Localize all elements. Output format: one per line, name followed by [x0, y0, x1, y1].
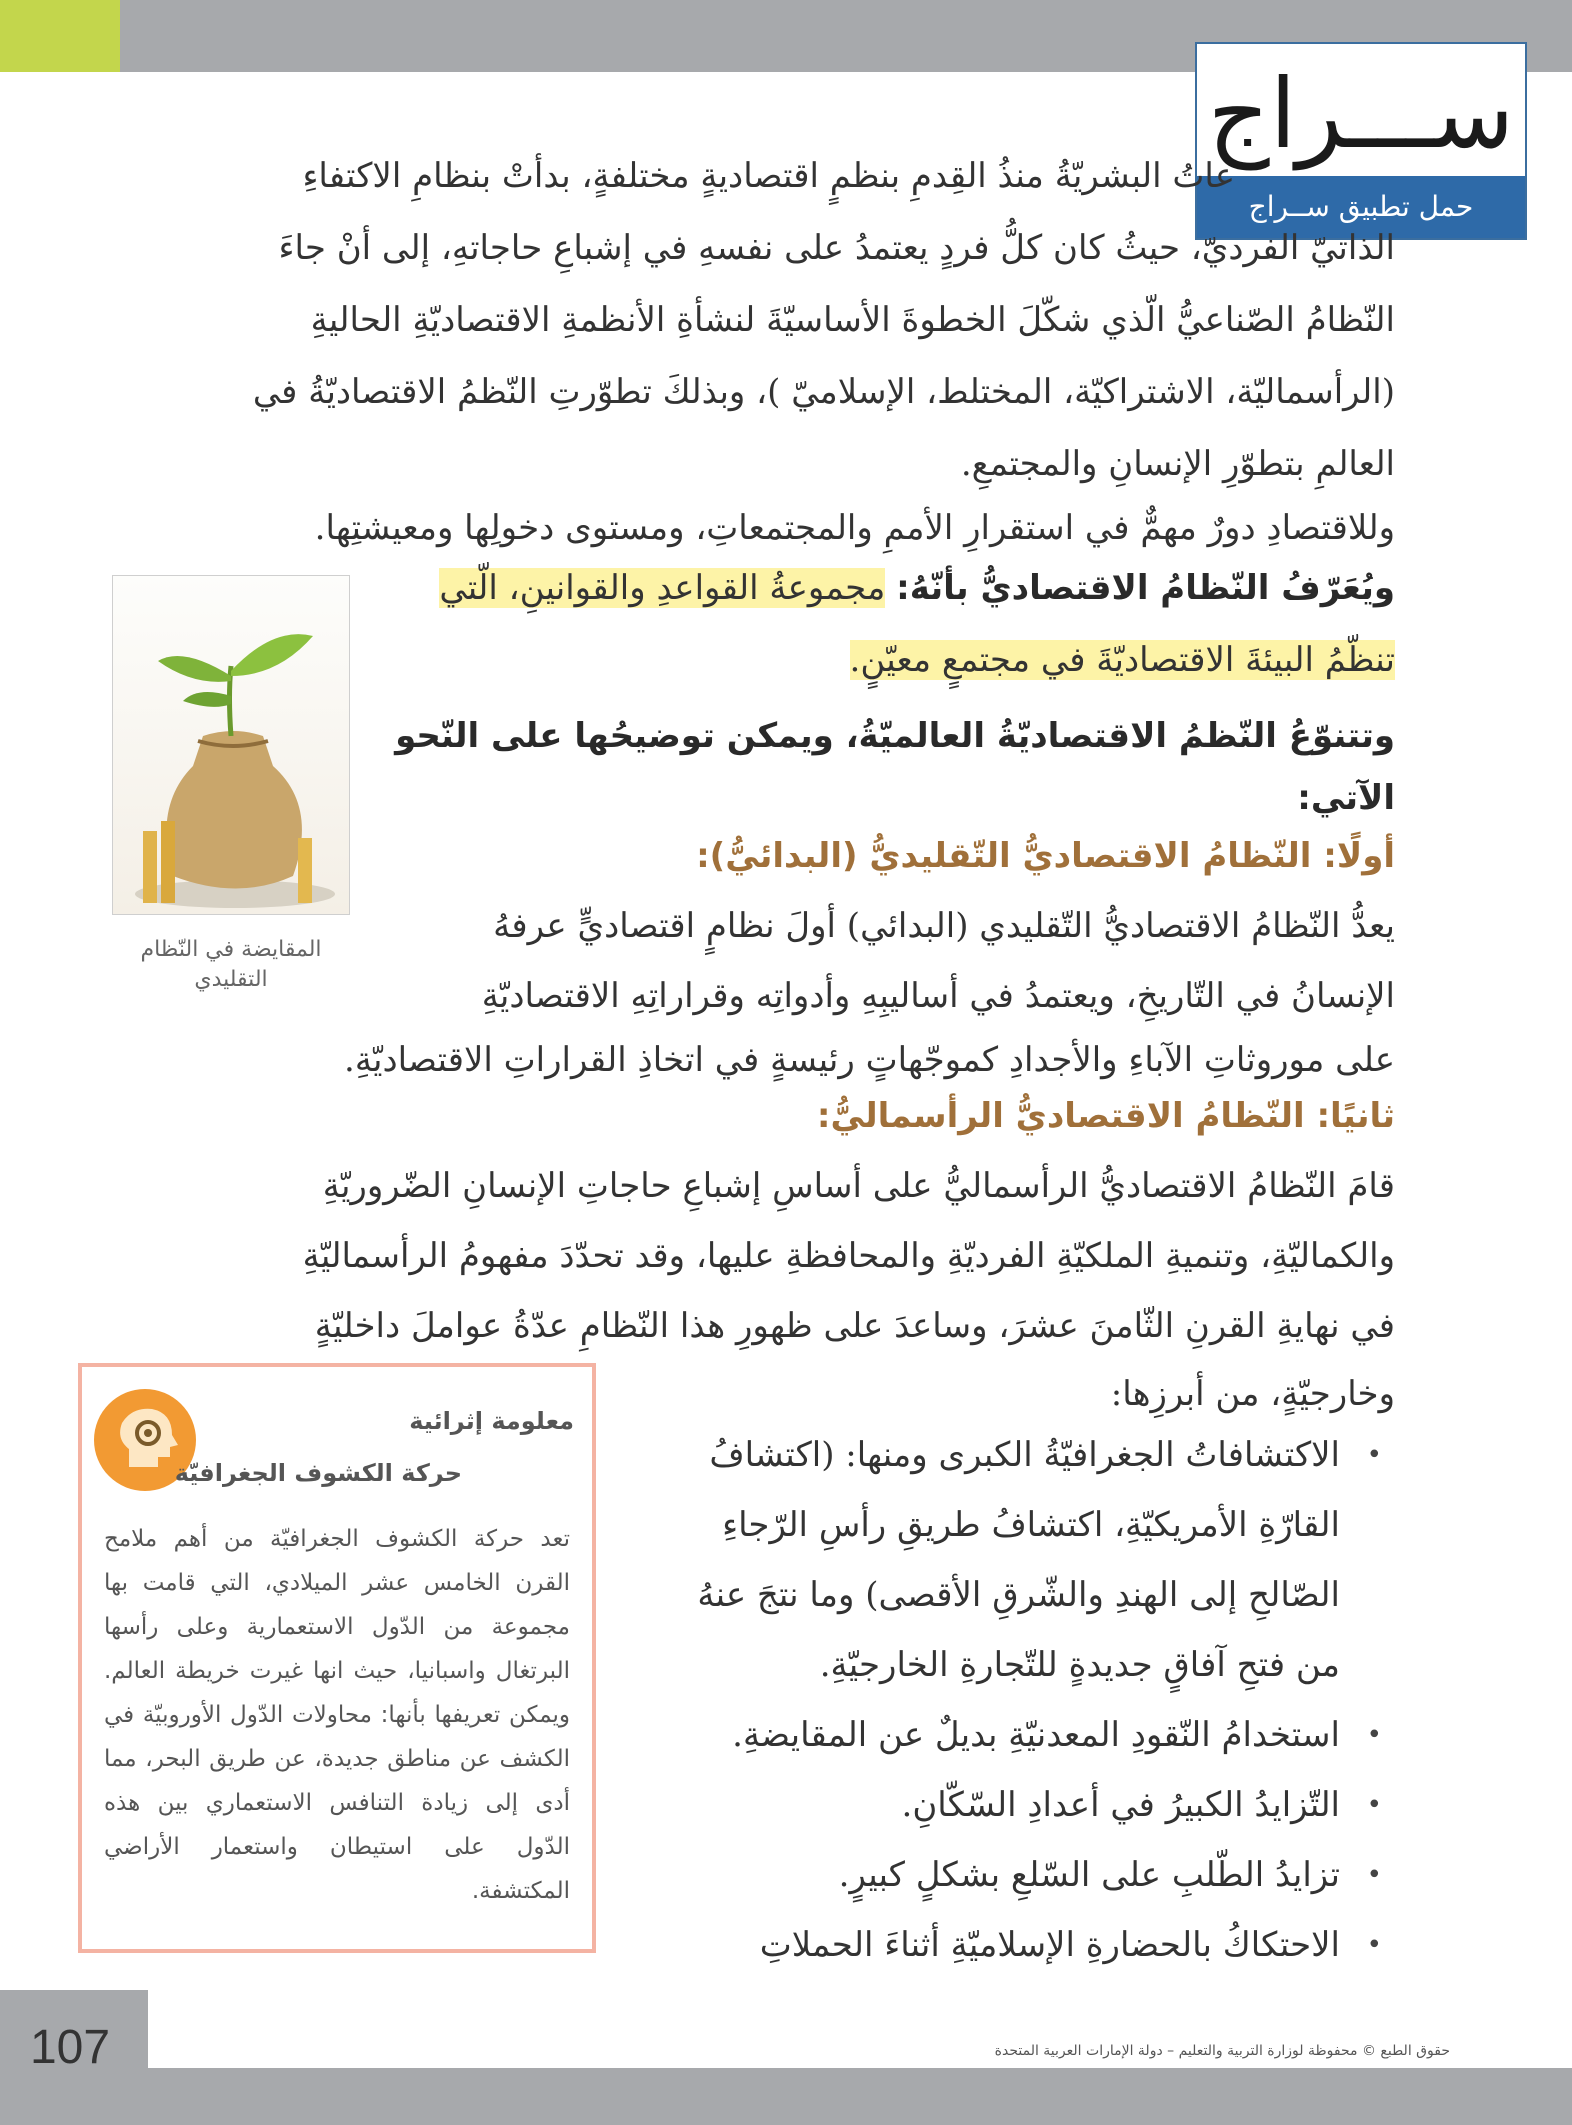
intro-line: النّظامُ الصّناعيُّ الّذي شكّلَ الخطوةَ الأساسيّةَ لنشأةِ الأنظمةِ الاقتصاديّةِ الحاليةِ	[310, 300, 1395, 340]
section-line: والكماليّةِ، وتنميةِ الملكيّةِ الفرديّةِ والمحافظةِ عليها، وقد تحدّدَ مفهومُ الرأسماليّةِ	[302, 1236, 1395, 1276]
sack-plant-illustration	[113, 576, 350, 915]
enrichment-info-box	[78, 1363, 596, 1953]
section-heading-capitalist: ثانيًا: النّظامُ الاقتصاديُّ الرأسماليُّ:	[816, 1096, 1395, 1136]
definition-highlight: مجموعةُ القواعدِ والقوانينِ، الّتي	[439, 568, 886, 608]
list-item: • استخدامُ النّقودِ المعدنيّةِ بديلٌ عن المقايضةِ.	[650, 1700, 1390, 1770]
copyright-note: حقوق الطبع © محفوظة لوزارة التربية والتعليم – دولة الإمارات العربية المتحدة	[994, 2043, 1450, 2059]
bottom-footer-bar	[0, 2068, 1572, 2125]
capitalism-factors-list	[650, 1420, 1390, 1980]
definition-highlight: تنظّمُ البيئةَ الاقتصاديّةَ في مجتمعٍ معيّنٍ.	[849, 640, 1395, 680]
section-line: في نهايةِ القرنِ الثّامنَ عشرَ، وساعدَ على ظهورِ هذا النّظامِ عدّةُ عواملَ داخليّةٍ	[314, 1306, 1395, 1346]
intro-line: عاتُ البشريّةُ منذُ القِدمِ بنظمٍ اقتصاديةٍ مختلفةٍ، بدأتْ بنظامِ الاكتفاءِ	[302, 156, 1235, 196]
top-green-accent	[0, 0, 120, 72]
info-box-body: تعد حركة الكشوف الجغرافيّة من أهم ملامح القرن الخامس عشر الميلادي، التي قامت بها مجموعة من الدّول الاستعمارية وعلى رأسها البرتغال واسبانيا، حيث انها غيرت خريطة العالم. ويمكن تعريفها بأنها: محاولات الدّول الأوروبيّة في الكشف عن مناطق جديدة، عن طريق البحر، مما أدى إلى زيادة التنافس الاستعماري بين هذه الدّول على استيطان واستعمار الأراضي المكتشفة.	[104, 1526, 570, 1904]
intro-line: (الرأسماليّة، الاشتراكيّة، المختلط، الإسلاميّ )، وبذلكَ تطوّرتِ النّظمُ الاقتصاديّةُ في	[252, 372, 1395, 412]
section-line: يعدُّ النّظامُ الاقتصاديُّ التّقليدي (البدائي) أولَ نظامٍ اقتصاديٍّ عرفهُ	[493, 906, 1395, 946]
list-item: • الاحتكاكُ بالحضارةِ الإسلاميّةِ أثناءَ الحملاتِ	[650, 1910, 1390, 1980]
section-line: الإنسانُ في التّاريخِ، ويعتمدُ في أساليبِهِ وأدواتِه وقراراتِهِ الاقتصاديّةِ	[481, 976, 1395, 1016]
section-heading-traditional: أولًا: النّظامُ الاقتصاديُّ التّقليديُّ (البدائيُّ):	[696, 836, 1395, 876]
section-traditional	[344, 820, 1395, 1090]
definition-line-1	[439, 552, 1395, 624]
list-item: • التّزايدُ الكبيرُ في أعدادِ السّكّانِ.	[650, 1770, 1390, 1840]
definition-term: ويُعَرّفُ النّظامُ الاقتصاديُّ بأنّهُ:	[896, 568, 1395, 608]
siraj-app-tagline: حمل تطبيق ســراج	[1197, 176, 1525, 238]
siraj-logo-text: ســـراج	[1207, 58, 1515, 170]
info-box-subtitle: حركة الكشوف الجغرافيّة	[174, 1459, 462, 1487]
intro-line: العالمِ بتطوّرِ الإنسانِ والمجتمعِ.	[960, 444, 1395, 484]
variety-line: وتتنوّعُ النّظمُ الاقتصاديّةُ العالميّةُ، ويمكن توضيحُها على النّحو	[395, 716, 1395, 756]
list-item: • الاكتشافاتُ الجغرافيّةُ الكبرى ومنها: (اكتشافُ القارّةِ الأمريكيّةِ، اكتشافُ طريقِ رأسِ الرّجاءِ الصّالحِ إلى الهندِ والشّرقِ الأقصى) وما نتجَ عنهُ من فتحِ آفاقٍ جديدةٍ للتّجارةِ الخارجيّةِ.	[650, 1420, 1390, 1700]
page-number: 107	[29, 2021, 111, 2074]
definition-line-2	[850, 624, 1395, 696]
section-line: على موروثاتِ الآباءِ والأجدادِ كموجّهاتٍ رئيسةٍ في اتخاذِ القراراتِ الاقتصاديّةِ.	[344, 1040, 1395, 1080]
intro-line: الذاتيّ الفرديّ، حيثُ كان كلُّ فردٍ يعتمدُ على نفسهِ في إشباعِ حاجاتهِ، إلى أنْ جاءَ	[278, 228, 1395, 268]
intro-paragraph	[150, 140, 1395, 560]
section-line: قامَ النّظامُ الاقتصاديُّ الرأسماليُّ على أساسِ إشباعِ حاجاتِ الإنسانِ الضّروريّةِ	[322, 1166, 1395, 1206]
photo-caption: المقايضة في النّظام التقليدي	[140, 937, 322, 992]
variety-line: الآتي:	[1297, 778, 1395, 818]
intro-line: وللاقتصادِ دورٌ مهمٌّ في استقرارِ الأممِ والمجتمعاتِ، ومستوى دخولِها ومعيشتِها.	[314, 508, 1395, 548]
section-line: وخارجيّةٍ، من أبرزِها:	[1110, 1374, 1395, 1414]
barter-photo	[112, 575, 350, 915]
definition-block	[360, 552, 1395, 712]
list-item: • تزايدُ الطّلبِ على السّلعِ بشكلٍ كبيرٍ.	[650, 1840, 1390, 1910]
info-box-title: معلومة إثرائية	[409, 1407, 574, 1435]
